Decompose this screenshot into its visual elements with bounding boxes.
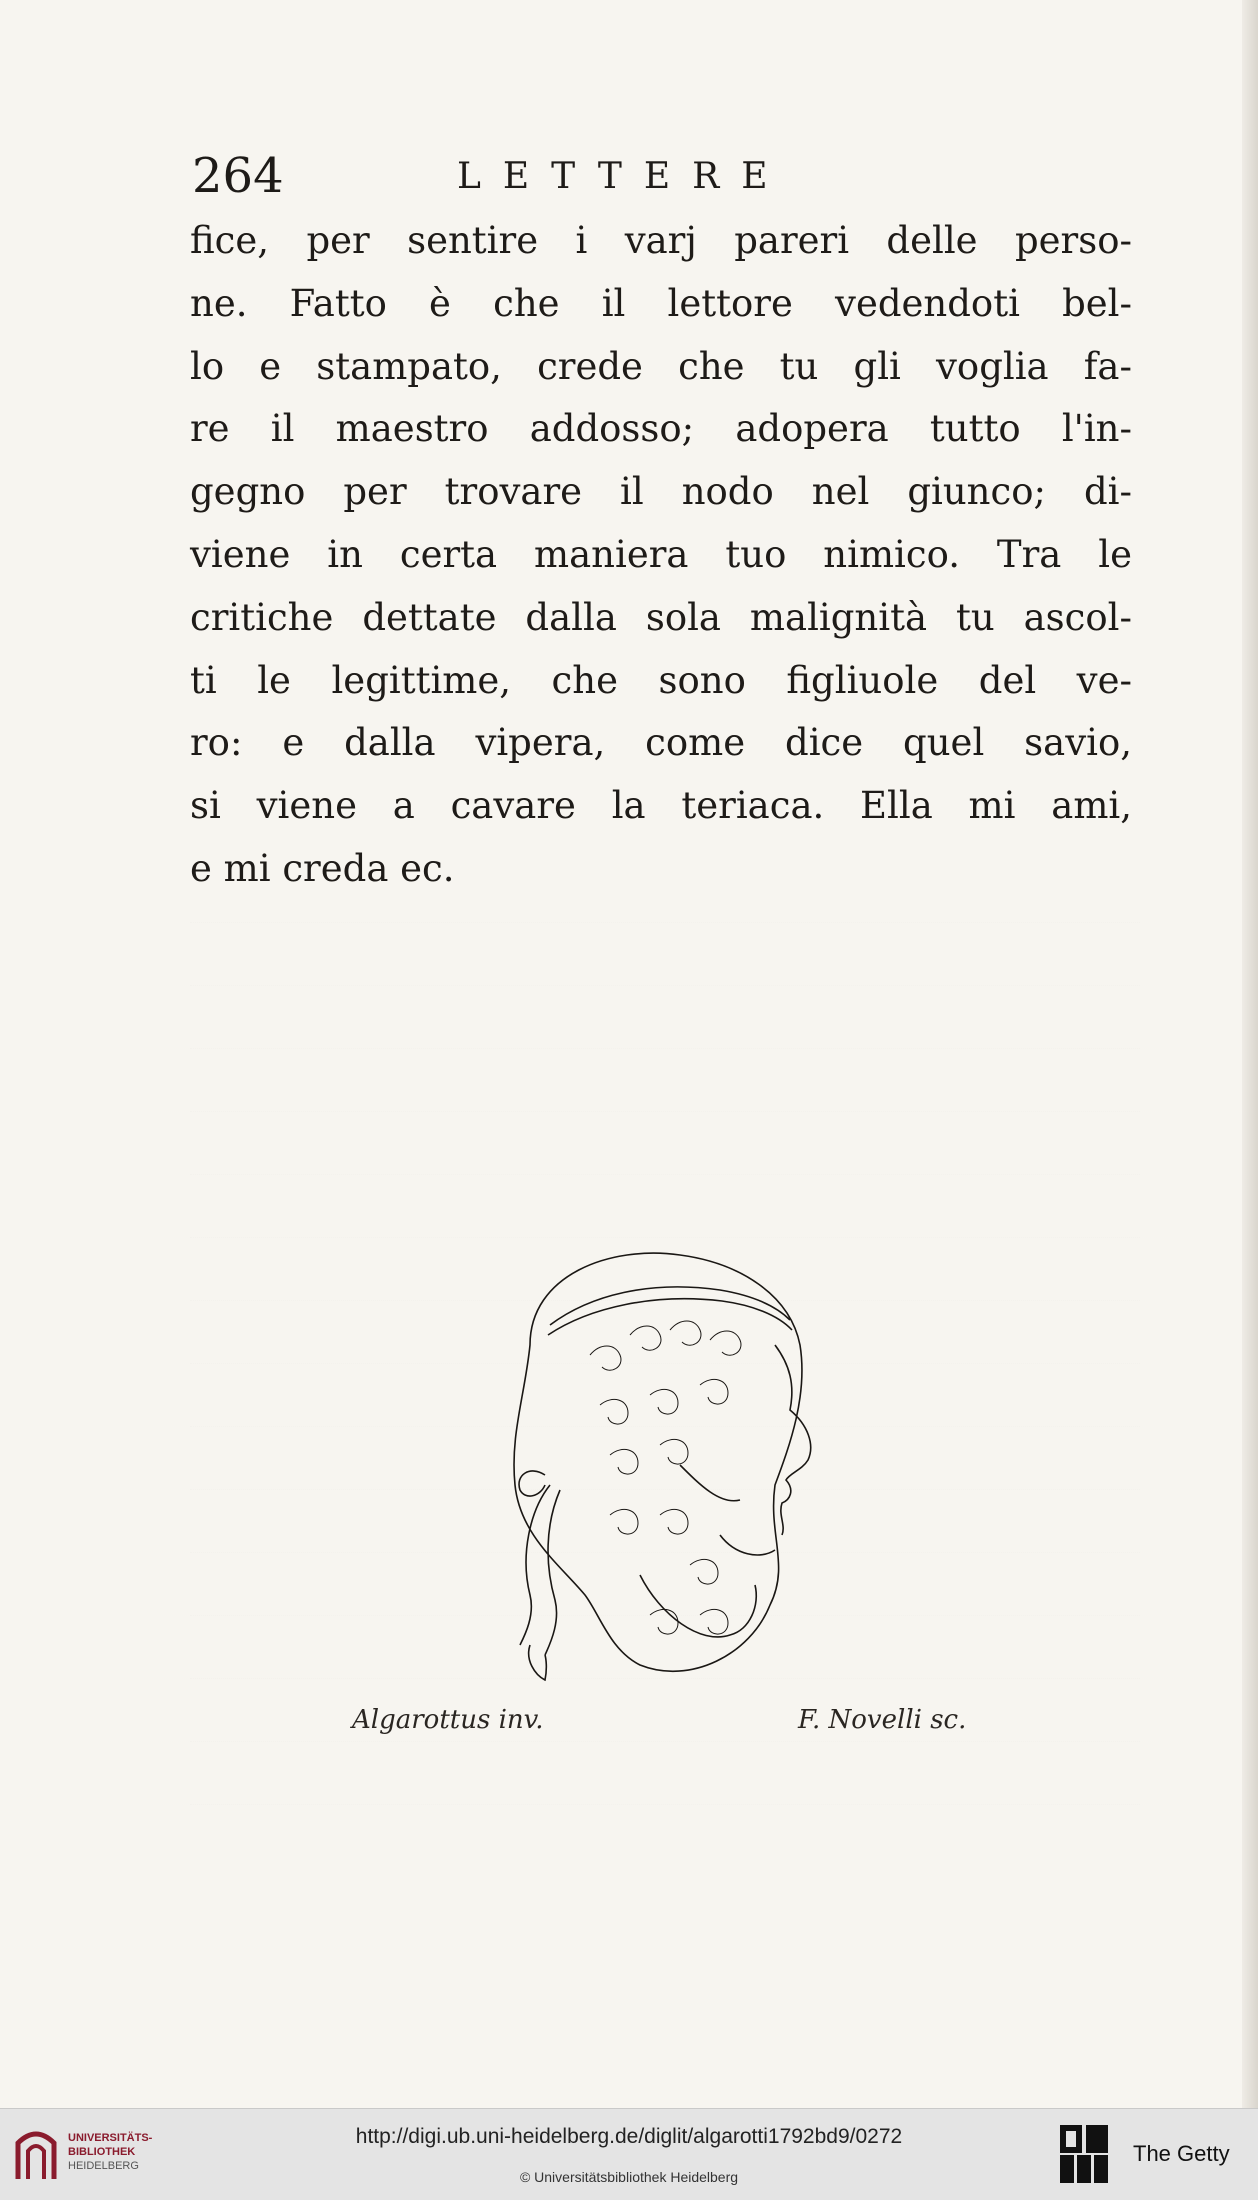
text-line: e mi creda ec. (190, 846, 455, 890)
engraver-credit: F. Novelli sc. (798, 1705, 967, 1735)
engraved-head-illustration (490, 1235, 850, 1705)
page-header (192, 148, 1132, 204)
library-name-line: BIBLIOTHEK (68, 2146, 136, 2158)
artist-credit: Algarottus inv. (352, 1705, 544, 1735)
text-line: ro: e dalla vipera, come dice quel savio, (190, 721, 1132, 765)
partner-name: The Getty (1133, 2141, 1230, 2166)
viewer-footer (0, 2108, 1258, 2200)
copyright-notice: © Universitätsbibliothek Heidelberg (519, 2169, 739, 2185)
running-title: LETTERE (457, 156, 790, 197)
body-text (190, 210, 1132, 901)
page-number: 264 (192, 148, 284, 204)
library-name-line: UNIVERSITÄTS- (68, 2132, 153, 2144)
text-line: ne. Fatto è che il lettore vedendoti bel- (190, 281, 1132, 325)
library-name-line: HEIDELBERG (68, 2160, 139, 2172)
text-line: viene in certa maniera tuo nimico. Tra le (190, 532, 1132, 576)
page-edge (1242, 0, 1258, 2108)
permalink-url[interactable]: http://digi.ub.uni-heidelberg.de/diglit/algarotti1792bd9/0272 (355, 2125, 903, 2148)
text-line: lo e stampato, crede che tu gli voglia fa- (190, 344, 1132, 388)
text-line: critiche dettate dalla sola malignità tu ascol- (190, 595, 1132, 639)
text-line: si viene a cavare la teriaca. Ella mi ami, (190, 784, 1132, 828)
text-line: ti le legittime, che sono figliuole del ve- (190, 658, 1132, 702)
text-line: fice, per sentire i varj pareri delle perso- (190, 219, 1132, 262)
text-line: gegno per trovare il nodo nel giunco; di- (190, 470, 1132, 514)
getty-logo-icon[interactable] (1058, 2123, 1112, 2185)
text-line: re il maestro addosso; adopera tutto l'in- (190, 407, 1132, 451)
